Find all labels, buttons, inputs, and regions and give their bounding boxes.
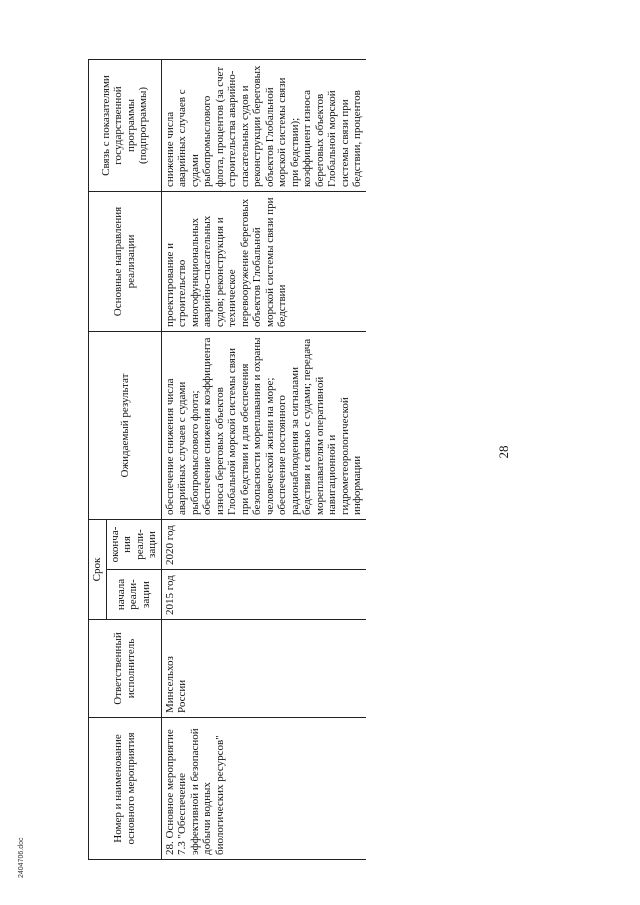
page-number: 28 bbox=[496, 445, 511, 459]
cell-result: обеспечение снижения числа аварийных случаев с судами рыбопромыслового флота; обеспечение снижения коэффициента износа береговых объектов Глобальной морской системы связи при бедствии и для обеспечения безопасности мореплавания и охраны человеческой жизни на море; обеспечение постоянного радионаблюдения за сигналами бедствия и связью с судами; передача мореплавателям оперативной навигационной и гидрометеорологической информации bbox=[161, 332, 366, 520]
header-end: оконча-ния реали-зации bbox=[106, 520, 161, 570]
header-relation: Связь с показателями государственной программы (подпрограммы) bbox=[89, 60, 162, 192]
footer-doc-code: 2404706.doc bbox=[18, 837, 25, 878]
cell-directions: проектирование и строительство многофункциональных аварийно-спасательных судов; реконструкция и техническое перевооружение береговых объектов Глобальной морской системы связи при бедствии bbox=[161, 192, 366, 332]
header-term: Срок bbox=[89, 520, 107, 620]
header-directions: Основные направления реализации bbox=[89, 192, 162, 332]
header-name: Номер и наименование основного мероприятия bbox=[89, 718, 162, 860]
cell-start: 2015 год bbox=[161, 570, 366, 620]
header-executor: Ответственный исполнитель bbox=[89, 620, 162, 718]
cell-relation: снижение числа аварийных случаев с судами рыбопромыслового флота, процентов (за счет строительства аварийно-спасательных судов и реконструкции береговых объектов Глобальной морской системы связи при бедствии); коэффициент износа береговых объектов Глобальной морской системы связи при бедствии, процентов bbox=[161, 60, 366, 192]
header-start: начала реали-зации bbox=[106, 570, 161, 620]
rotated-table-container bbox=[88, 60, 498, 860]
table-row bbox=[161, 60, 366, 860]
activity-table bbox=[88, 59, 366, 860]
cell-end: 2020 год bbox=[161, 520, 366, 570]
header-result: Ожидаемый результат bbox=[89, 332, 162, 520]
cell-executor: Минсельхоз России bbox=[161, 620, 366, 718]
cell-name: 28. Основное мероприятие 7.3 "Обеспечение эффективной и безопасной добычи водных биологических ресурсов" bbox=[161, 718, 366, 860]
